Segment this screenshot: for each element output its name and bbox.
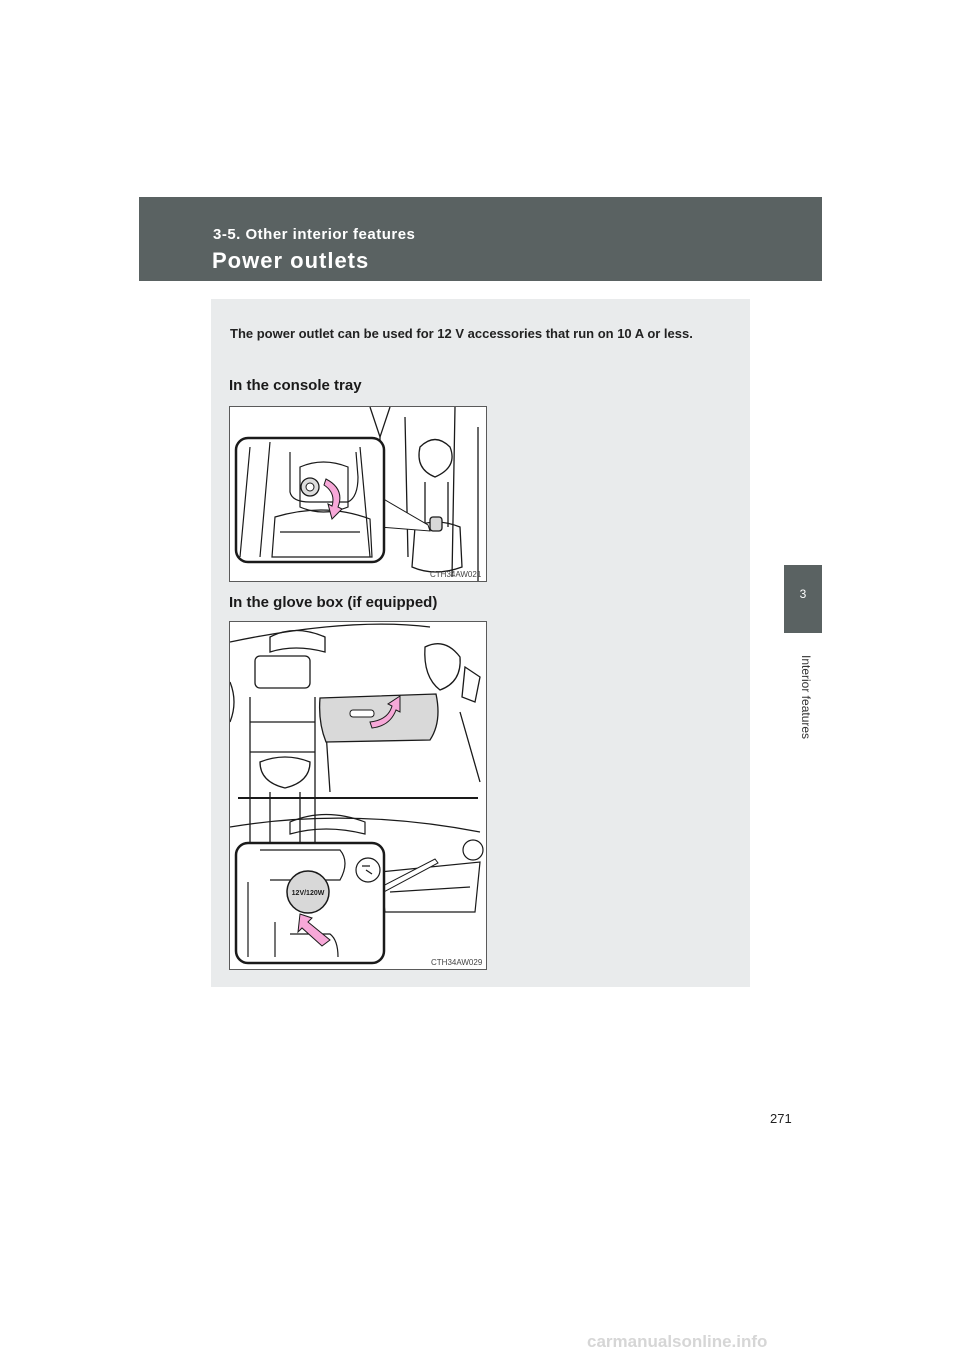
page-title: Power outlets bbox=[212, 248, 370, 273]
console-tray-drawing bbox=[230, 407, 486, 581]
chapter-tab[interactable] bbox=[784, 565, 822, 633]
intro-text: The power outlet can be used for 12 V accessories that run on 10 A or less. bbox=[230, 326, 693, 341]
console-tray-heading: In the console tray bbox=[229, 377, 362, 394]
console-figure-code: CTH34AW021 bbox=[430, 570, 482, 579]
glove-box-heading: In the glove box (if equipped) bbox=[229, 594, 438, 611]
outlet-rating-label: 12V/120W bbox=[291, 890, 325, 897]
footer-watermark: carmanualsonline.info bbox=[587, 1332, 768, 1351]
glove-box-figure-code: CTH34AW029 bbox=[431, 958, 483, 967]
page-number: 271 bbox=[770, 1111, 792, 1126]
glove-box-illustration bbox=[229, 621, 487, 970]
section-label: 3-5. Other interior features bbox=[213, 226, 416, 243]
chapter-number: 3 bbox=[799, 587, 807, 601]
glove-box-drawing bbox=[230, 622, 486, 969]
console-tray-illustration bbox=[229, 406, 487, 582]
chapter-side-label: Interior features bbox=[799, 655, 813, 740]
